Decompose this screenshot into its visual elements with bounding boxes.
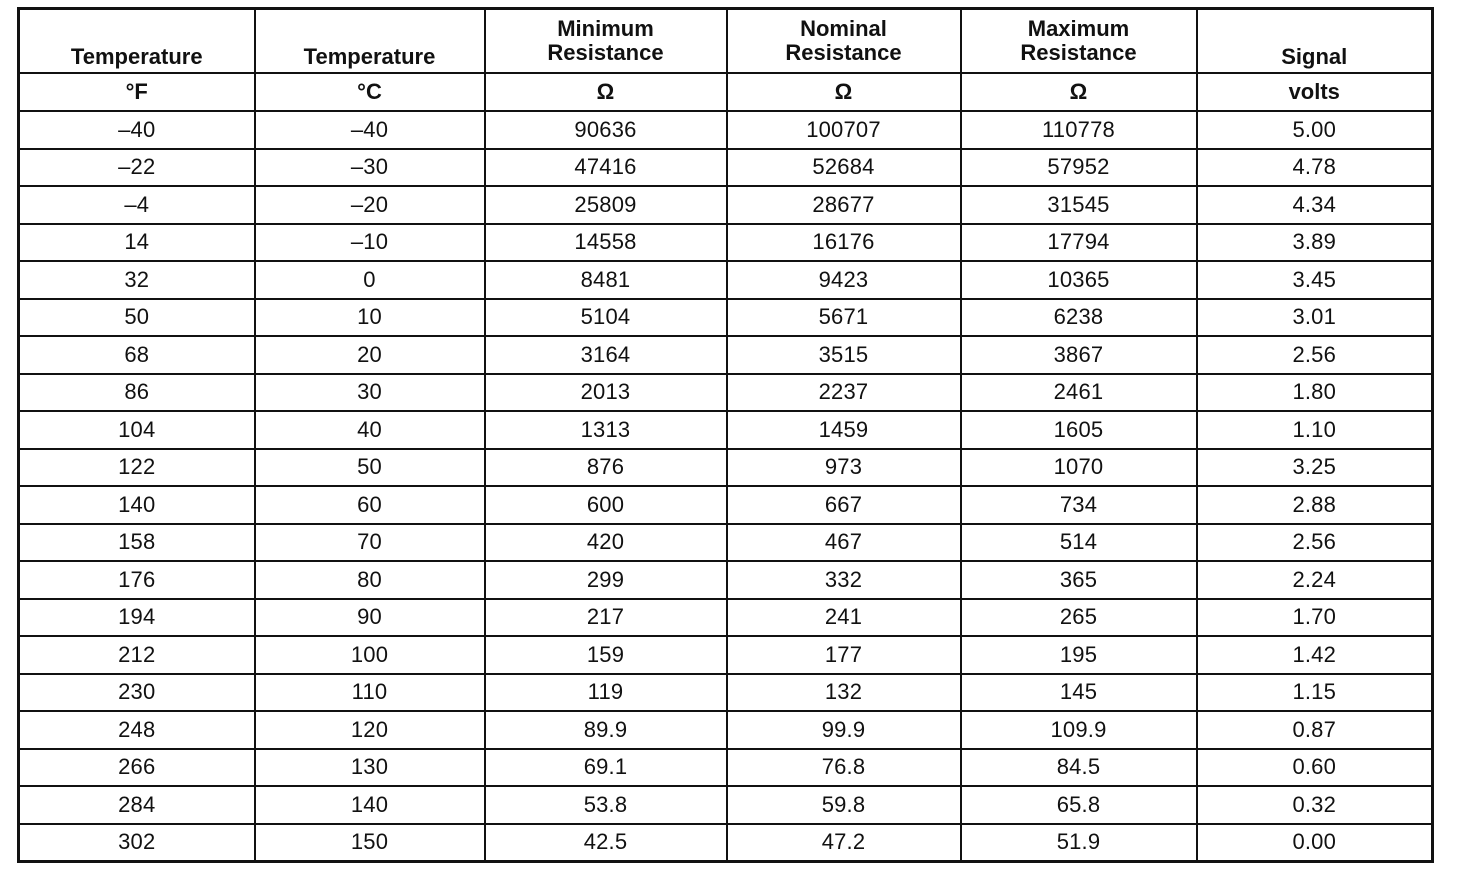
- cell-nominal-resistance: 100707: [727, 111, 961, 149]
- header-maximum-resistance: [961, 9, 1197, 74]
- unit-ohm-min: Ω: [485, 73, 727, 111]
- cell-temp-f: 50: [19, 299, 255, 337]
- cell-temp-f: 212: [19, 636, 255, 674]
- cell-nominal-resistance: 52684: [727, 149, 961, 187]
- header-minimum-resistance: [485, 9, 727, 74]
- cell-signal-volts: 3.89: [1197, 224, 1433, 262]
- header-label: Temperature: [70, 44, 203, 69]
- header-label-line2: Resistance: [1020, 40, 1137, 65]
- cell-signal-volts: 3.01: [1197, 299, 1433, 337]
- table-row: [19, 524, 1433, 562]
- cell-max-resistance: 145: [961, 674, 1197, 712]
- cell-nominal-resistance: 973: [727, 449, 961, 487]
- cell-max-resistance: 195: [961, 636, 1197, 674]
- cell-signal-volts: 4.78: [1197, 149, 1433, 187]
- cell-nominal-resistance: 132: [727, 674, 961, 712]
- cell-temp-c: 0: [255, 261, 485, 299]
- cell-max-resistance: 65.8: [961, 786, 1197, 824]
- header-label: Signal: [1281, 44, 1348, 69]
- header-temperature-f: [19, 9, 255, 74]
- cell-max-resistance: 51.9: [961, 824, 1197, 862]
- cell-temp-f: 266: [19, 749, 255, 787]
- table-body: [19, 111, 1433, 862]
- table-row: [19, 636, 1433, 674]
- cell-temp-f: 122: [19, 449, 255, 487]
- header-label-line1: Nominal: [800, 16, 887, 41]
- table-row: [19, 749, 1433, 787]
- table-row: [19, 449, 1433, 487]
- header-label-line1: Minimum: [557, 16, 654, 41]
- cell-temp-c: –10: [255, 224, 485, 262]
- table-row: [19, 411, 1433, 449]
- cell-temp-f: 140: [19, 486, 255, 524]
- cell-min-resistance: 876: [485, 449, 727, 487]
- cell-max-resistance: 1605: [961, 411, 1197, 449]
- table-row: [19, 674, 1433, 712]
- cell-min-resistance: 5104: [485, 299, 727, 337]
- unit-ohm-nominal: Ω: [727, 73, 961, 111]
- cell-nominal-resistance: 177: [727, 636, 961, 674]
- cell-signal-volts: 0.87: [1197, 711, 1433, 749]
- cell-nominal-resistance: 9423: [727, 261, 961, 299]
- table-row: [19, 336, 1433, 374]
- cell-nominal-resistance: 332: [727, 561, 961, 599]
- cell-min-resistance: 69.1: [485, 749, 727, 787]
- cell-signal-volts: 5.00: [1197, 111, 1433, 149]
- cell-temp-c: 110: [255, 674, 485, 712]
- cell-temp-c: 30: [255, 374, 485, 412]
- table-row: [19, 261, 1433, 299]
- cell-max-resistance: 10365: [961, 261, 1197, 299]
- cell-signal-volts: 2.24: [1197, 561, 1433, 599]
- cell-nominal-resistance: 28677: [727, 186, 961, 224]
- cell-min-resistance: 8481: [485, 261, 727, 299]
- cell-temp-c: –20: [255, 186, 485, 224]
- cell-max-resistance: 57952: [961, 149, 1197, 187]
- cell-max-resistance: 6238: [961, 299, 1197, 337]
- cell-nominal-resistance: 667: [727, 486, 961, 524]
- header-label-line2: Resistance: [547, 40, 664, 65]
- unit-volts: volts: [1197, 73, 1433, 111]
- table-row: [19, 186, 1433, 224]
- cell-max-resistance: 109.9: [961, 711, 1197, 749]
- unit-fahrenheit: °F: [19, 73, 255, 111]
- cell-max-resistance: 514: [961, 524, 1197, 562]
- cell-temp-c: 130: [255, 749, 485, 787]
- cell-temp-f: 230: [19, 674, 255, 712]
- header-label: Temperature: [303, 44, 436, 69]
- cell-min-resistance: 25809: [485, 186, 727, 224]
- cell-max-resistance: 265: [961, 599, 1197, 637]
- cell-signal-volts: 1.42: [1197, 636, 1433, 674]
- table-row: [19, 149, 1433, 187]
- cell-nominal-resistance: 1459: [727, 411, 961, 449]
- cell-temp-f: 248: [19, 711, 255, 749]
- table-row: [19, 299, 1433, 337]
- cell-min-resistance: 420: [485, 524, 727, 562]
- cell-min-resistance: 600: [485, 486, 727, 524]
- unit-ohm-max: Ω: [961, 73, 1197, 111]
- cell-min-resistance: 90636: [485, 111, 727, 149]
- cell-max-resistance: 110778: [961, 111, 1197, 149]
- cell-nominal-resistance: 467: [727, 524, 961, 562]
- cell-temp-f: 68: [19, 336, 255, 374]
- cell-temp-f: 284: [19, 786, 255, 824]
- cell-nominal-resistance: 76.8: [727, 749, 961, 787]
- cell-min-resistance: 42.5: [485, 824, 727, 862]
- cell-signal-volts: 0.00: [1197, 824, 1433, 862]
- cell-max-resistance: 365: [961, 561, 1197, 599]
- cell-temp-f: –22: [19, 149, 255, 187]
- cell-temp-f: –40: [19, 111, 255, 149]
- table-row: [19, 374, 1433, 412]
- cell-min-resistance: 3164: [485, 336, 727, 374]
- cell-signal-volts: 0.32: [1197, 786, 1433, 824]
- cell-temp-f: 176: [19, 561, 255, 599]
- cell-temp-c: 100: [255, 636, 485, 674]
- header-unit-row: [19, 73, 1433, 111]
- cell-signal-volts: 2.56: [1197, 336, 1433, 374]
- cell-min-resistance: 217: [485, 599, 727, 637]
- cell-max-resistance: 3867: [961, 336, 1197, 374]
- table-row: [19, 786, 1433, 824]
- cell-signal-volts: 3.45: [1197, 261, 1433, 299]
- table-row: [19, 224, 1433, 262]
- cell-min-resistance: 299: [485, 561, 727, 599]
- table-row: [19, 599, 1433, 637]
- header-label-line2: Resistance: [785, 40, 902, 65]
- cell-nominal-resistance: 3515: [727, 336, 961, 374]
- cell-min-resistance: 1313: [485, 411, 727, 449]
- cell-nominal-resistance: 5671: [727, 299, 961, 337]
- table-row: [19, 486, 1433, 524]
- cell-temp-c: 20: [255, 336, 485, 374]
- cell-temp-c: 10: [255, 299, 485, 337]
- cell-temp-c: 80: [255, 561, 485, 599]
- cell-signal-volts: 1.10: [1197, 411, 1433, 449]
- cell-max-resistance: 734: [961, 486, 1197, 524]
- cell-temp-f: 86: [19, 374, 255, 412]
- cell-temp-f: 158: [19, 524, 255, 562]
- cell-signal-volts: 2.88: [1197, 486, 1433, 524]
- table-row: [19, 111, 1433, 149]
- cell-nominal-resistance: 47.2: [727, 824, 961, 862]
- cell-signal-volts: 1.15: [1197, 674, 1433, 712]
- header-label-line1: Maximum: [1027, 16, 1130, 41]
- cell-temp-c: –30: [255, 149, 485, 187]
- cell-nominal-resistance: 2237: [727, 374, 961, 412]
- cell-nominal-resistance: 16176: [727, 224, 961, 262]
- header-nominal-resistance: [727, 9, 961, 74]
- cell-temp-f: 104: [19, 411, 255, 449]
- cell-temp-f: –4: [19, 186, 255, 224]
- cell-min-resistance: 14558: [485, 224, 727, 262]
- cell-max-resistance: 84.5: [961, 749, 1197, 787]
- cell-nominal-resistance: 59.8: [727, 786, 961, 824]
- cell-temp-f: 194: [19, 599, 255, 637]
- header-signal: [1197, 9, 1433, 74]
- cell-temp-f: 302: [19, 824, 255, 862]
- cell-signal-volts: 3.25: [1197, 449, 1433, 487]
- cell-min-resistance: 89.9: [485, 711, 727, 749]
- cell-signal-volts: 1.80: [1197, 374, 1433, 412]
- cell-temp-f: 32: [19, 261, 255, 299]
- cell-min-resistance: 47416: [485, 149, 727, 187]
- sensor-resistance-table: [17, 7, 1434, 863]
- cell-min-resistance: 119: [485, 674, 727, 712]
- cell-max-resistance: 1070: [961, 449, 1197, 487]
- cell-temp-c: 60: [255, 486, 485, 524]
- cell-signal-volts: 0.60: [1197, 749, 1433, 787]
- cell-signal-volts: 1.70: [1197, 599, 1433, 637]
- cell-temp-c: 70: [255, 524, 485, 562]
- cell-max-resistance: 2461: [961, 374, 1197, 412]
- cell-temp-c: –40: [255, 111, 485, 149]
- table-row: [19, 824, 1433, 862]
- cell-nominal-resistance: 99.9: [727, 711, 961, 749]
- cell-temp-c: 150: [255, 824, 485, 862]
- document-page: [17, 7, 1431, 863]
- cell-nominal-resistance: 241: [727, 599, 961, 637]
- cell-signal-volts: 4.34: [1197, 186, 1433, 224]
- header-title-row: [19, 9, 1433, 74]
- cell-signal-volts: 2.56: [1197, 524, 1433, 562]
- cell-max-resistance: 17794: [961, 224, 1197, 262]
- table-row: [19, 561, 1433, 599]
- unit-celsius: °C: [255, 73, 485, 111]
- cell-temp-c: 120: [255, 711, 485, 749]
- cell-temp-f: 14: [19, 224, 255, 262]
- cell-min-resistance: 53.8: [485, 786, 727, 824]
- cell-temp-c: 90: [255, 599, 485, 637]
- header-temperature-c: [255, 9, 485, 74]
- cell-max-resistance: 31545: [961, 186, 1197, 224]
- cell-temp-c: 40: [255, 411, 485, 449]
- cell-temp-c: 50: [255, 449, 485, 487]
- table-header: [19, 9, 1433, 112]
- cell-temp-c: 140: [255, 786, 485, 824]
- cell-min-resistance: 2013: [485, 374, 727, 412]
- table-row: [19, 711, 1433, 749]
- cell-min-resistance: 159: [485, 636, 727, 674]
